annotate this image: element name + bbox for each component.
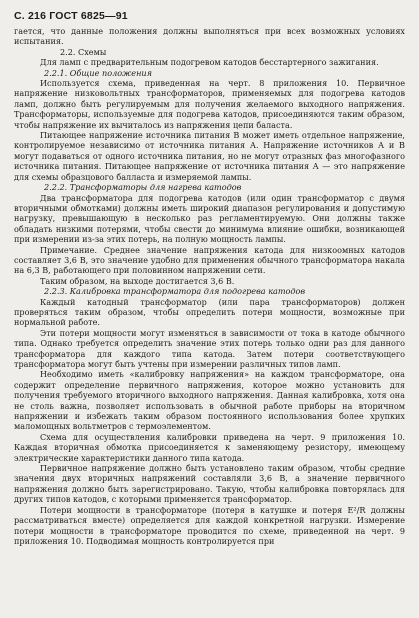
paragraph: Питающее напряжение источника питания В может иметь отдельное напряжение, контролируемое независимо от источника питания А. Напряжение источников А и В могут подаваться от одного источника питания, но не могут отразных фаз многофазного источника питания. Питающее напряжение от источника питания А — это напряжение для схемы образцового балласта и измеряемой лампы.: [14, 130, 405, 182]
paragraph: Таким образом, на выходе достигается 3,6 В.: [40, 275, 235, 286]
paragraph: Эти потери мощности могут изменяться в зависимости от тока в катоде обычного типа. Однако требуется определить значение этих потерь только одни раз для данного трансформатора для каждого типа катода. Затем потери соответствующего трансформатора могут быть учтены при измерении различных типов ламп.: [14, 327, 405, 369]
paragraph: Потери мощности в трансформаторе (потеря в катушке и потеря E²/R должны рассматриваться вместе) определяется для каждой конкретной нагрузки. Измерение потери мощности в трансформаторе проводится по схеме, приведенной на черт. 9 приложения 10. Подводимая мощность контролируется при: [14, 504, 405, 546]
paragraph: Каждый катодный трансформатор (или пара трансформаторов) должен проверяться таким образом, чтобы определить потери мощности, возможные при нормальной работе.: [14, 296, 405, 328]
document-body: [14, 26, 405, 546]
paragraph: Примечание. Среднее значение напряжения катода для низкоомных катодов составляет 3,6 В, это значение удобно для применения обычного трансформатора накала на 6,3 В, работающего при половинном напряжении сети.: [14, 244, 405, 276]
paragraph: Используется схема, приведенная на черт. 8 приложения 10. Первичное напряжение низковольтных трансформаторов, применяемых для подогрева катодов ламп, должно быть регулируемым для получения желаемого выходного напряжения. Трансформаторы, используемые для подогрева катодов, присоединяются таким образом, чтобы напряжение их вычиталось из напряжения цепи баласта.: [14, 78, 405, 130]
paragraph: Для ламп с предварительным подогревом катодов бесстартерного зажигания.: [40, 57, 379, 68]
section-heading: 2.2. Схемы: [60, 46, 107, 57]
paragraph: Первичное напряжение должно быть установлено таким образом, чтобы средние значения двух вторичных напряжений составляли 3,6 В, а значение первичного напряжения должно быть зарегистрировано. Такую, чтобы калибровка повторялась для других типов катодов, с которыми применяется трансформатор.: [14, 463, 405, 505]
paragraph: Два трансформатора для подогрева катодов (или один трансформатор с двумя вторичными обмотками) должны иметь широкий диапазон регулирования и допустимую нагрузку, превышающую в несколько раз регламентируемую. Они должны также обладать низкими потерями, чтобы свести до минимума влияние ошибки, возникающей при измерении из-за этих потерь, на полную мощность лампы.: [14, 192, 405, 245]
paragraph: гается, что данные положения должны выполняться при всех возможных условиях испытания.: [14, 26, 405, 47]
paragraph: Схема для осуществления калибровки приведена на черт. 9 приложения 10. Каждая вторичная обмотка присоединяется к заменяющему резистору, имеющему электрические характеристики данного типа катода.: [14, 431, 405, 463]
section-heading: 2.2.3. Калибровка трансформатора для подогрева катодов: [44, 286, 306, 297]
section-heading: 2.2.2. Трансформаторы для нагрева катодов: [44, 182, 242, 193]
page-header: С. 216 ГОСТ 6825—91: [14, 10, 128, 22]
section-heading: 2.2.1. Общие положения: [44, 67, 152, 78]
paragraph: Необходимо иметь «калибровку напряжения» на каждом трансформаторе, она содержит определение первичного напряжения, которое можно установить для получения требуемого вторичного выходного напряжения. Данная калибровка, хотя она не столь важна, позволяет использовать в обычной работе приборы на вторичном напряжении и избежать таким образом постоянного использования более хрупких маломощных вольтметров с термоэлементом.: [14, 369, 405, 432]
